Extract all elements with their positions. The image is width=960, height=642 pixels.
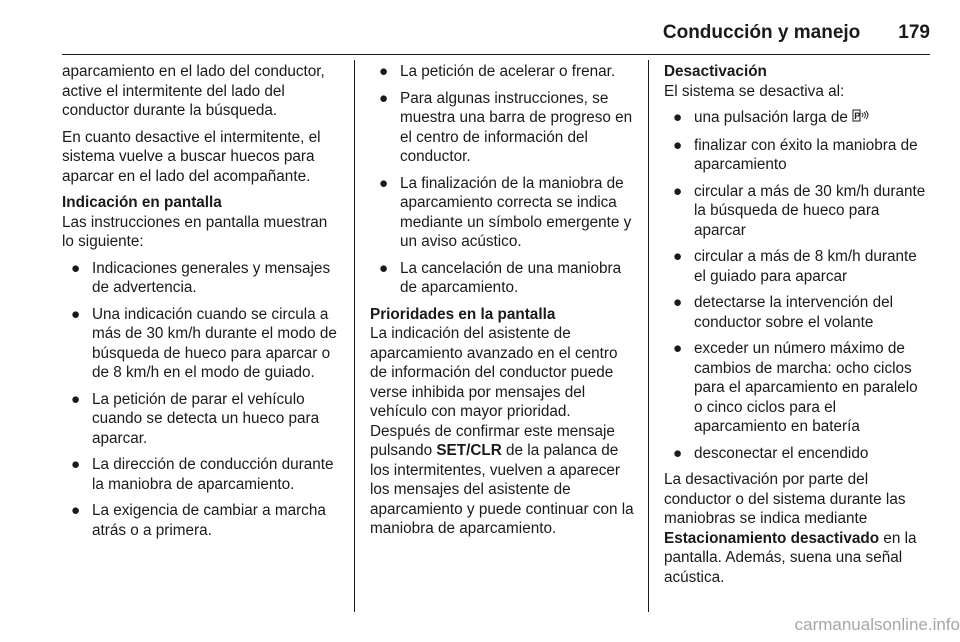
- paragraph: En cuanto desactive el intermitente, el sistema vuelve a buscar huecos para aparcar en el lado del acompañante.: [62, 128, 321, 185]
- list-item: ● una pulsación larga de P: [664, 108, 930, 129]
- list-item: ● Indicaciones generales y mensajes de advertencia.: [71, 259, 331, 296]
- paragraph: La indicación del asistente de aparcamiento avanzado en el centro de información del conductor puede verse inhibida por mensajes del vehículo con mayor prioridad. Después de confirmar este mensaje pulsando SET/CLR de la palanca de los intermitentes, vuelven a aparecer los mensajes del asistente de aparcamiento y puede continuar con la maniobra de aparcamiento.: [370, 325, 634, 537]
- list-item: ● La exigencia de cambiar a marcha atrás o a primera.: [71, 502, 326, 539]
- header-rule: [62, 54, 930, 55]
- paragraph: El sistema se desactiva al:: [664, 82, 845, 100]
- section-title: Conducción y manejo: [662, 22, 861, 43]
- list-item: ● detectarse la intervención del conductor sobre el volante: [673, 294, 893, 331]
- section-heading: Desactivación: [664, 63, 767, 80]
- section-heading: Prioridades en la pantalla: [370, 305, 556, 323]
- list-item: ● Una indicación cuando se circula a más de 30 km/h durante el modo de búsqueda de hueco para aparcar o de 8 km/h en el modo de guiado.: [71, 305, 337, 381]
- column-2: [370, 62, 634, 546]
- section-heading: Indicación en pantalla: [62, 194, 222, 211]
- bullet-list: [62, 259, 340, 541]
- column-divider-1: [354, 60, 355, 612]
- list-item: ● La cancelación de una maniobra de aparcamiento.: [379, 259, 622, 296]
- paragraph: La desactivación por parte del conductor o del sistema durante las maniobras se indica mediante Estacionamiento desactivado en la pantalla. Además, suena una señal acústica.: [664, 471, 917, 586]
- svg-text:P: P: [854, 111, 860, 121]
- list-item: ● La dirección de conducción durante la maniobra de aparcamiento.: [71, 456, 334, 493]
- list-item: ● circular a más de 8 km/h durante el guiado para aparcar: [673, 248, 917, 285]
- paragraph: aparcamiento en el lado del conductor, active el intermitente del lado del conductor durante la búsqueda.: [62, 63, 325, 119]
- list-item: ● desconectar el encendido: [673, 444, 869, 462]
- list-item: ● La petición de parar el vehículo cuando se detecta un hueco para aparcar.: [71, 390, 320, 447]
- column-divider-2: [648, 60, 649, 612]
- button-label-set-clr: SET/CLR: [436, 442, 502, 459]
- paragraph: Las instrucciones en pantalla muestran lo siguiente:: [62, 213, 328, 250]
- column-1: [62, 62, 340, 547]
- list-item: ● exceder un número máximo de cambios de marcha: ocho ciclos para el aparcamiento en paralelo o cinco ciclos para el aparcamiento en batería: [673, 340, 918, 435]
- bullet-list: [664, 108, 930, 463]
- page-header: [0, 22, 930, 52]
- list-item: ● finalizar con éxito la maniobra de aparcamiento: [673, 136, 918, 173]
- column-3: [664, 62, 930, 594]
- list-item: ● circular a más de 30 km/h durante la búsqueda de hueco para aparcar: [673, 182, 926, 239]
- page-number: 179: [898, 22, 930, 43]
- display-message-label: Estacionamiento desactivado: [664, 529, 880, 547]
- watermark: carmanualsonline.info: [794, 615, 960, 634]
- list-item: ● Para algunas instrucciones, se muestra una barra de progreso en el centro de información del conductor.: [379, 89, 633, 165]
- parking-assist-icon: [852, 111, 872, 125]
- list-item: ● La finalización de la maniobra de aparcamiento correcta se indica mediante un símbolo emergente y un aviso acústico.: [379, 174, 632, 250]
- list-item: ● La petición de acelerar o frenar.: [379, 63, 616, 80]
- bullet-list: [370, 62, 634, 298]
